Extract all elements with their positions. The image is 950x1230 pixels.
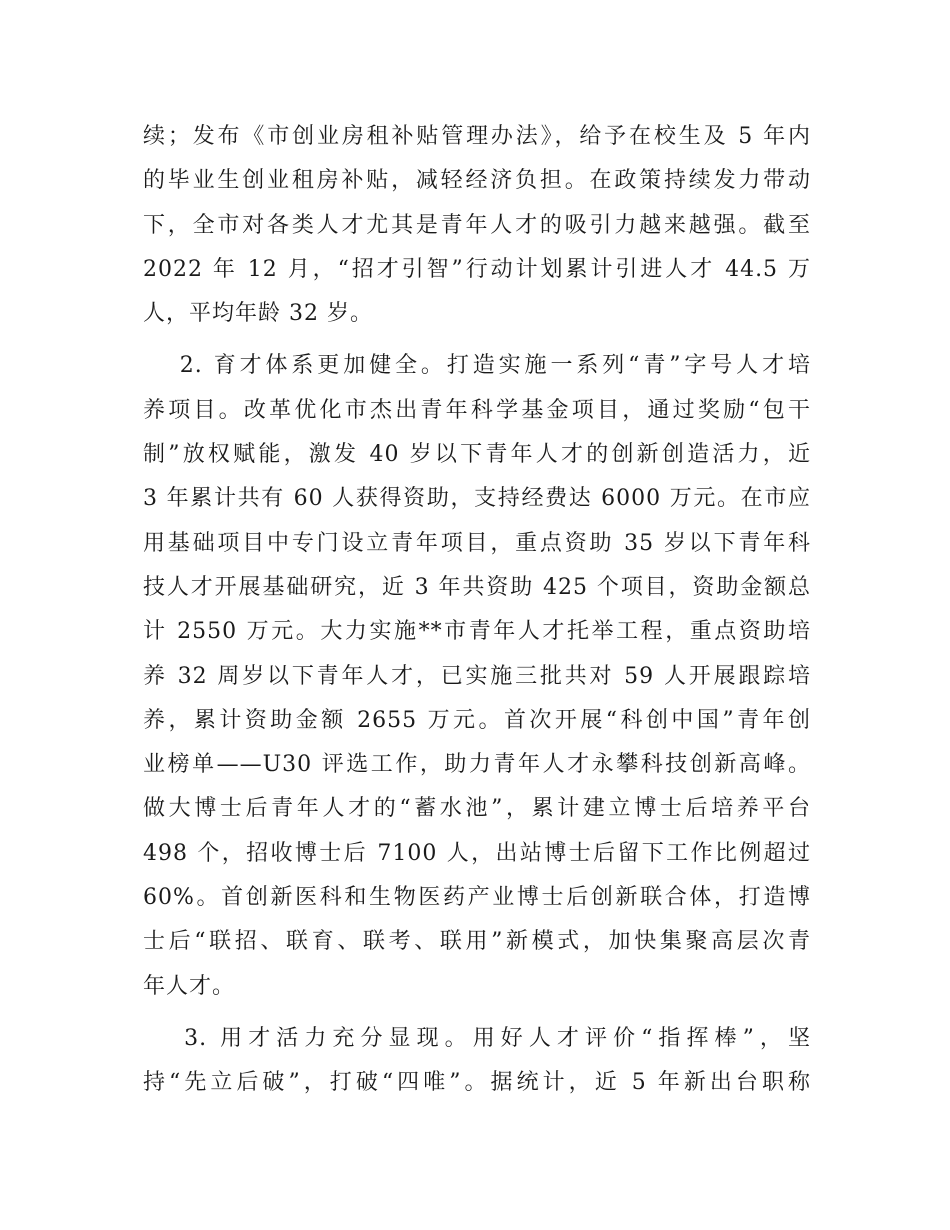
paragraph-spacer	[143, 1009, 811, 1017]
text-line: 制”放权赋能，激发 40 岁以下青年人才的创新创造活力，近	[143, 442, 811, 468]
text-line: 续；发布《市创业房租补贴管理办法》，给予在校生及 5 年内	[143, 124, 811, 149]
text-line: 养项目。改革优化市杰出青年科学基金项目，通过奖励“包干	[143, 397, 811, 423]
text-line: 60%。首创新医科和生物医药产业博士后创新联合体，打造博	[143, 885, 811, 911]
text-line: 做大博士后青年人才的“蓄水池”，累计建立博士后培养平台	[143, 796, 811, 822]
text-line: 的毕业生创业租房补贴，减轻经济负担。在政策持续发力带动	[143, 168, 811, 194]
text-line: 498 个，招收博士后 7100 人，出站博士后留下工作比例超过	[143, 840, 811, 866]
text-line: 计 2550 万元。大力实施**市青年人才托举工程，重点资助培	[143, 619, 811, 645]
paragraph-spacer	[143, 336, 811, 344]
text-line: 用基础项目中专门设立青年项目，重点资助 35 岁以下青年科	[143, 530, 811, 556]
paragraph-2	[143, 344, 811, 1008]
text-line: 年人才。	[143, 973, 236, 999]
text-line: 养 32 周岁以下青年人才，已实施三批共对 59 人开展跟踪培	[143, 663, 811, 689]
text-line: 2022 年 12 月，“招才引智”行动计划累计引进人才 44.5 万	[143, 256, 811, 282]
text-line: 3 年累计共有 60 人获得资助，支持经费达 6000 万元。在市应	[143, 486, 811, 512]
text-line: 2. 育才体系更加健全。打造实施一系列“青”字号人才培	[143, 353, 811, 379]
text-line: 业榜单——U30 评选工作，助力青年人才永攀科技创新高峰。	[143, 752, 811, 778]
text-line: 持“先立后破”，打破“四唯”。据统计，近 5 年新出台职称	[143, 1070, 811, 1096]
text-line: 士后“联招、联育、联考、联用”新模式，加快集聚高层次青	[143, 929, 811, 955]
text-line: 3. 用才活力充分显现。用好人才评价“指挥棒”，坚	[143, 1025, 811, 1051]
text-line: 养，累计资助金额 2655 万元。首次开展“科创中国”青年创	[143, 707, 811, 733]
paragraph-1	[143, 115, 811, 336]
text-line: 人，平均年龄 32 岁。	[143, 301, 373, 327]
text-line: 下，全市对各类人才尤其是青年人才的吸引力越来越强。截至	[143, 212, 811, 238]
paragraph-3	[143, 1017, 811, 1106]
text-line: 技人才开展基础研究，近 3 年共资助 425 个项目，资助金额总	[143, 574, 811, 600]
document-body	[143, 115, 811, 1106]
